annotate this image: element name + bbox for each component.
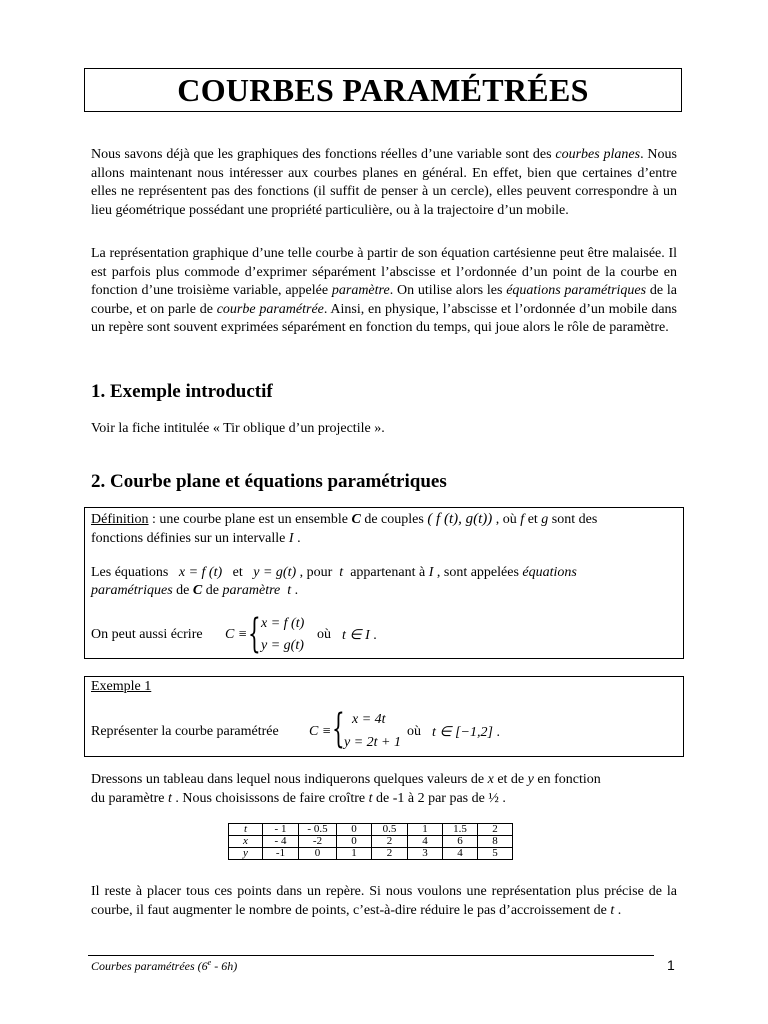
definition-line-1: Définition : une courbe plane est un ensemble C de couples ( f (t), g(t)) , où f et g sont des (91, 511, 598, 527)
table-cell: 6 (443, 836, 478, 848)
table-cell: 1 (337, 848, 372, 860)
definition-line-4: paramétriques de C de paramètre t . (91, 583, 299, 598)
definition-system-x: x = f (t) (261, 616, 305, 631)
definition-ou: où (317, 627, 331, 642)
footer-title: Courbes paramétrées (6e - 6h) (91, 958, 238, 973)
table-cell: 0 (299, 848, 337, 860)
page-number: 1 (667, 957, 675, 973)
section-1-text: Voir la fiche intitulée « Tir oblique d’un projectile ». (91, 421, 385, 436)
definition-line-5-text: On peut aussi écrire (91, 627, 203, 642)
example-ou: où (407, 724, 421, 739)
conclusion-paragraph: Il reste à placer tous ces points dans un repère. Si nous voulons une représentation plus précise de la courbe, il faut augmenter le nombre de points, c’est-à-dire réduire le pas d’accroissement de t . (91, 884, 677, 918)
table-cell: - 4 (263, 836, 299, 848)
example-system-y: y = 2t + 1 (344, 735, 401, 750)
example-text: Représenter la courbe paramétrée (91, 724, 279, 739)
table-cell: y (229, 848, 263, 860)
example-title: Exemple 1 (91, 679, 152, 694)
intro-paragraph-2: La représentation graphique d’une telle courbe à partir de son équation cartésienne peut être malaisée. Il est parfois plus commode d’exprimer séparément l’abscisse et l’ordonnée d’un point de la courbe en fonction d’une troisième variable, appelée paramètre. On utilise alors les équations paramétriques de la courbe, et on parle de courbe paramétrée. Ainsi, en physique, l’abscisse et l’ordonnée d’un mobile dans un repère sont souvent exprimées séparément en fonction du temps, qui joue alors le rôle de paramètre. (91, 246, 677, 336)
table-row (229, 848, 513, 860)
left-brace-icon: { (248, 611, 261, 657)
definition-label: Définition (91, 512, 149, 527)
definition-line-2: fonctions définies sur un intervalle I . (91, 531, 301, 546)
section-2-heading: 2. Courbe plane et équations paramétriques (91, 471, 447, 492)
example-system-x: x = 4t (352, 712, 386, 727)
table-cell: 8 (478, 836, 513, 848)
intro-paragraph-1: Nous savons déjà que les graphiques des fonctions réelles d’une variable sont des courbes planes. Nous allons maintenant nous intéresser aux courbes planes en général. En effet, bien que certaines d’entre elles ne représentent pas des fonctions (il suffit de penser à un cercle), elles peuvent correspondre à un lieu géométrique possédant une propriété particulière, ou à la trajectoire d’un mobile. (91, 147, 677, 218)
table-intro-line-2: du paramètre t . Nous choisissons de faire croître t de -1 à 2 par pas de ½ . (91, 791, 506, 806)
example-system-symbol: C ≡ (309, 724, 332, 739)
left-brace-icon: { (332, 706, 345, 752)
table-cell: 2 (372, 848, 408, 860)
table-intro-line-1: Dressons un tableau dans lequel nous indiquerons quelques valeurs de x et de y en fonction (91, 772, 601, 787)
table-cell: 3 (408, 848, 443, 860)
table-cell: 2 (478, 824, 513, 836)
table-cell: 2 (372, 836, 408, 848)
table-row (229, 836, 513, 848)
table-cell: 0 (337, 824, 372, 836)
page-title: COURBES PARAMÉTRÉES (84, 68, 682, 112)
table-cell: x (229, 836, 263, 848)
example-condition: t ∈ [−1,2] . (432, 725, 500, 740)
table-row (229, 824, 513, 836)
table-cell: 5 (478, 848, 513, 860)
definition-line-3: Les équations x = f (t) et y = g(t) , pour t appartenant à I , sont appelées équations (91, 565, 577, 580)
table-cell: 0 (337, 836, 372, 848)
table-cell: 1 (408, 824, 443, 836)
table-cell: 4 (443, 848, 478, 860)
table-cell: 0.5 (372, 824, 408, 836)
footer-divider (88, 955, 654, 956)
table-cell: - 1 (263, 824, 299, 836)
table-cell: 4 (408, 836, 443, 848)
table-cell: - 0.5 (299, 824, 337, 836)
table-cell: t (229, 824, 263, 836)
section-1-heading: 1. Exemple introductif (91, 381, 273, 402)
definition-condition: t ∈ I . (342, 628, 377, 643)
table-cell: 1.5 (443, 824, 478, 836)
table-cell: -1 (263, 848, 299, 860)
definition-system-symbol: C ≡ (225, 627, 248, 642)
definition-system-y: y = g(t) (261, 638, 304, 653)
values-table (228, 823, 513, 860)
table-cell: -2 (299, 836, 337, 848)
